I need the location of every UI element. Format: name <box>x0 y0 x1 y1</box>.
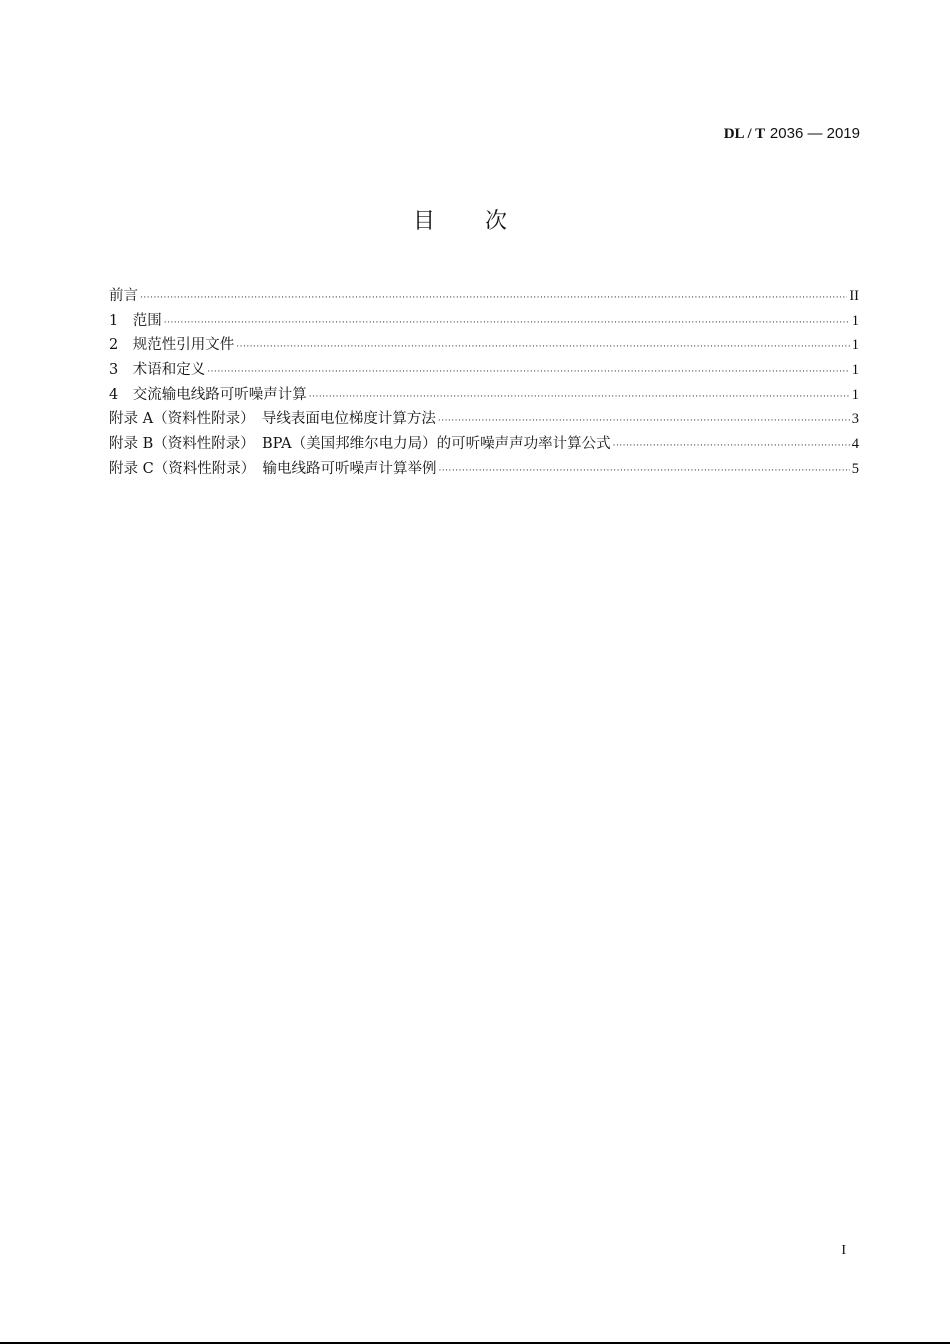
document-code-number: 2036 — 2019 <box>769 125 860 142</box>
toc-item-terms-definitions[interactable] <box>109 358 859 383</box>
toc-item-label: 3 术语和定义 <box>109 362 206 379</box>
toc-item-page: 1 <box>851 312 859 329</box>
toc-item-page: 1 <box>851 337 859 354</box>
toc-leader-dots <box>438 416 850 426</box>
toc-item-label: 附录 C（资料性附录） 输电线路可听噪声计算举例 <box>109 460 437 477</box>
toc-item-page: 4 <box>851 436 859 453</box>
toc-item-page: 3 <box>851 411 859 428</box>
toc-item-page: II <box>849 288 859 304</box>
toc-leader-dots <box>309 392 850 402</box>
document-code-prefix: DL / T <box>723 126 766 142</box>
toc-item-scope[interactable] <box>109 309 859 334</box>
toc-leader-dots <box>613 441 850 451</box>
toc-item-foreword[interactable] <box>109 284 859 309</box>
toc-item-page: 1 <box>851 386 859 403</box>
toc-item-appendix-b[interactable] <box>109 432 859 457</box>
toc-title: 目次 <box>412 209 557 234</box>
toc-leader-dots <box>438 466 849 476</box>
table-of-contents <box>109 284 859 482</box>
toc-item-normative-references[interactable] <box>109 333 859 358</box>
toc-item-noise-calculation[interactable] <box>109 383 859 408</box>
toc-item-label: 4 交流输电线路可听噪声计算 <box>109 386 307 403</box>
toc-leader-dots <box>164 318 850 328</box>
document-code <box>724 124 860 143</box>
toc-item-label: 附录 B（资料性附录） BPA（美国邦维尔电力局）的可听噪声声功率计算公式 <box>109 436 611 453</box>
page-number: I <box>841 1243 846 1258</box>
toc-item-label: 附录 A（资料性附录） 导线表面电位梯度计算方法 <box>109 411 436 428</box>
toc-item-page: 5 <box>851 460 859 477</box>
toc-item-appendix-a[interactable] <box>109 407 859 432</box>
toc-item-page: 1 <box>851 362 859 379</box>
toc-item-appendix-c[interactable] <box>109 457 859 482</box>
toc-item-label: 1 范围 <box>109 312 162 329</box>
toc-leader-dots <box>236 342 850 352</box>
toc-item-label: 2 规范性引用文件 <box>109 337 235 354</box>
toc-leader-dots <box>207 367 850 377</box>
toc-leader-dots <box>140 293 847 303</box>
toc-item-label: 前言 <box>109 288 138 304</box>
